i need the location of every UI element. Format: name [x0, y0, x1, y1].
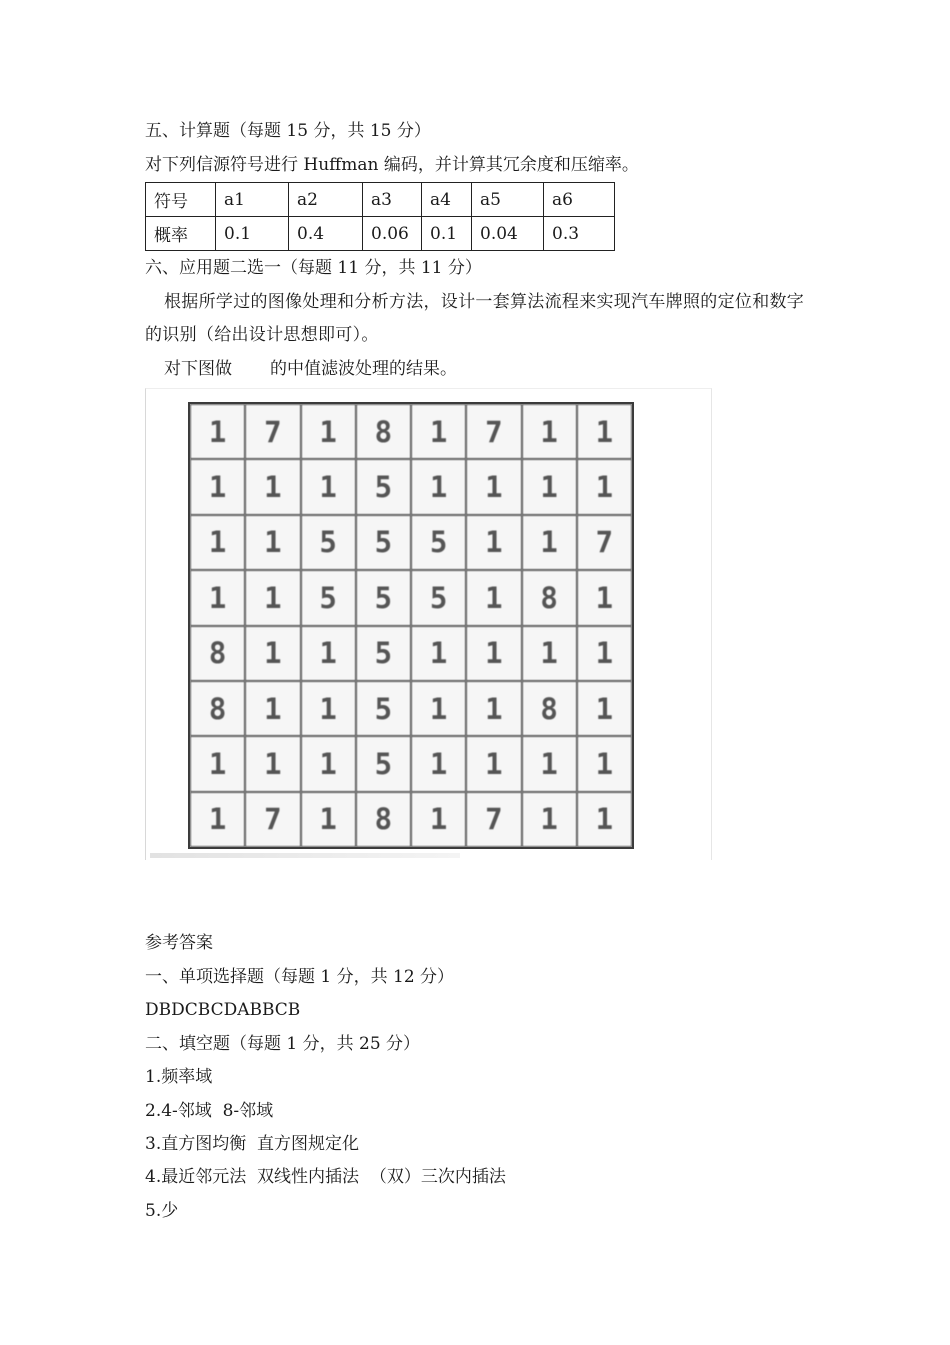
grid-cell: 1 [466, 459, 521, 514]
table-row-probability [146, 217, 615, 251]
part1-heading: 一、单项选择题（每题 1 分，共 12 分） [145, 967, 455, 987]
table-cell: 0.4 [289, 217, 363, 251]
grid-cell: 1 [522, 792, 577, 847]
grid-cell: 5 [356, 736, 411, 791]
grid-cell: 1 [301, 681, 356, 736]
grid-cell: 8 [190, 626, 245, 681]
table-cell: 0.1 [216, 217, 289, 251]
grid-cell: 1 [301, 736, 356, 791]
option2-text-after: 的中值滤波处理的结果。 [270, 359, 457, 379]
grid-cell: 1 [577, 570, 632, 625]
grid-cell: 5 [356, 459, 411, 514]
grid-cell: 1 [245, 570, 300, 625]
part2-heading: 二、填空题（每题 1 分，共 25 分） [145, 1034, 421, 1054]
grid-cell: 1 [245, 736, 300, 791]
grid-cell: 1 [411, 626, 466, 681]
grid-cell: 1 [577, 792, 632, 847]
section5-heading: 五、计算题（每题 15 分，共 15 分） [145, 121, 431, 141]
section6-heading: 六、应用题二选一（每题 11 分，共 11 分） [145, 258, 482, 278]
grid-cell: 1 [301, 404, 356, 459]
grid-cell: 5 [356, 570, 411, 625]
answer-item-1: 1.频率域 [145, 1067, 213, 1087]
grid-cell: 1 [301, 459, 356, 514]
grid-cell: 5 [356, 681, 411, 736]
grid-cell: 1 [411, 459, 466, 514]
grid-cell: 8 [522, 681, 577, 736]
grid-cell: 1 [245, 681, 300, 736]
grid-cell: 1 [301, 626, 356, 681]
grid-cell: 1 [522, 459, 577, 514]
table-cell: a6 [544, 183, 615, 217]
table-cell: 0.04 [472, 217, 544, 251]
grid-cell: 1 [577, 736, 632, 791]
grid-cell: 1 [190, 459, 245, 514]
grid-cell: 1 [466, 626, 521, 681]
grid-cell: 8 [356, 792, 411, 847]
grid-cell: 1 [411, 404, 466, 459]
grid-cell: 1 [522, 736, 577, 791]
grid-cell: 5 [356, 515, 411, 570]
option1-paragraph: 根据所学过的图像处理和分析方法，设计一套算法流程来实现汽车牌照的定位和数字的识别（给出设计思想即可）。 [145, 292, 805, 345]
grid-cell: 7 [466, 404, 521, 459]
grid-cell: 7 [245, 792, 300, 847]
grid-cell: 1 [577, 681, 632, 736]
grid-cell: 1 [190, 570, 245, 625]
answers-title: 参考答案 [145, 933, 213, 953]
table-cell: a2 [289, 183, 363, 217]
grid-cell: 1 [411, 736, 466, 791]
grid-cell: 1 [190, 792, 245, 847]
table-cell: 0.1 [422, 217, 472, 251]
grid-cell: 1 [245, 459, 300, 514]
grid-cell: 1 [466, 570, 521, 625]
grid-cell: 1 [522, 404, 577, 459]
grid-cell: 1 [411, 792, 466, 847]
grid-cell: 1 [190, 736, 245, 791]
grid-cell: 5 [301, 570, 356, 625]
grid-cell: 8 [190, 681, 245, 736]
grid-cell: 7 [466, 792, 521, 847]
grid-cell: 8 [522, 570, 577, 625]
grid-cell: 1 [190, 515, 245, 570]
grid-cell: 7 [577, 515, 632, 570]
option2-text [164, 358, 457, 380]
grid-cell: 8 [356, 404, 411, 459]
huffman-question: 对下列信源符号进行 Huffman 编码，并计算其冗余度和压缩率。 [145, 155, 639, 175]
grid-cell: 1 [577, 626, 632, 681]
grid-cell: 5 [411, 515, 466, 570]
answer-item-2: 2.4-邻域 8-邻域 [145, 1101, 274, 1121]
answer-item-4: 4.最近邻元法 双线性内插法 （双）三次内插法 [145, 1167, 506, 1187]
table-cell: a1 [216, 183, 289, 217]
grid-cell: 5 [301, 515, 356, 570]
figure-caption-smudge [150, 853, 460, 858]
grid-cell: 1 [466, 515, 521, 570]
option2-text-before: 对下图做 [164, 359, 232, 379]
table-cell: a4 [422, 183, 472, 217]
table-cell: a5 [472, 183, 544, 217]
grid-cell: 1 [466, 736, 521, 791]
grid-cell: 1 [301, 792, 356, 847]
grid-cell: 1 [245, 626, 300, 681]
table-cell: 符号 [146, 183, 216, 217]
symbol-probability-table [145, 182, 615, 251]
grid-cell: 1 [577, 404, 632, 459]
grid-cell: 1 [522, 626, 577, 681]
grid-cell: 5 [411, 570, 466, 625]
answer-item-5: 5.少 [145, 1201, 179, 1221]
grid-cell: 1 [466, 681, 521, 736]
table-cell: 0.3 [544, 217, 615, 251]
grid-cell: 1 [522, 515, 577, 570]
grid-cell: 7 [245, 404, 300, 459]
median-filter-image-grid [188, 402, 634, 849]
table-cell: 0.06 [363, 217, 422, 251]
table-cell: 概率 [146, 217, 216, 251]
table-row-symbol [146, 183, 615, 217]
part1-answer: DBDCBCDABBCB [145, 1000, 301, 1020]
grid-cell: 5 [356, 626, 411, 681]
grid-cell: 1 [190, 404, 245, 459]
grid-cell: 1 [245, 515, 300, 570]
table-cell: a3 [363, 183, 422, 217]
grid-cell: 1 [411, 681, 466, 736]
grid-cell: 1 [577, 459, 632, 514]
answer-item-3: 3.直方图均衡 直方图规定化 [145, 1134, 360, 1154]
